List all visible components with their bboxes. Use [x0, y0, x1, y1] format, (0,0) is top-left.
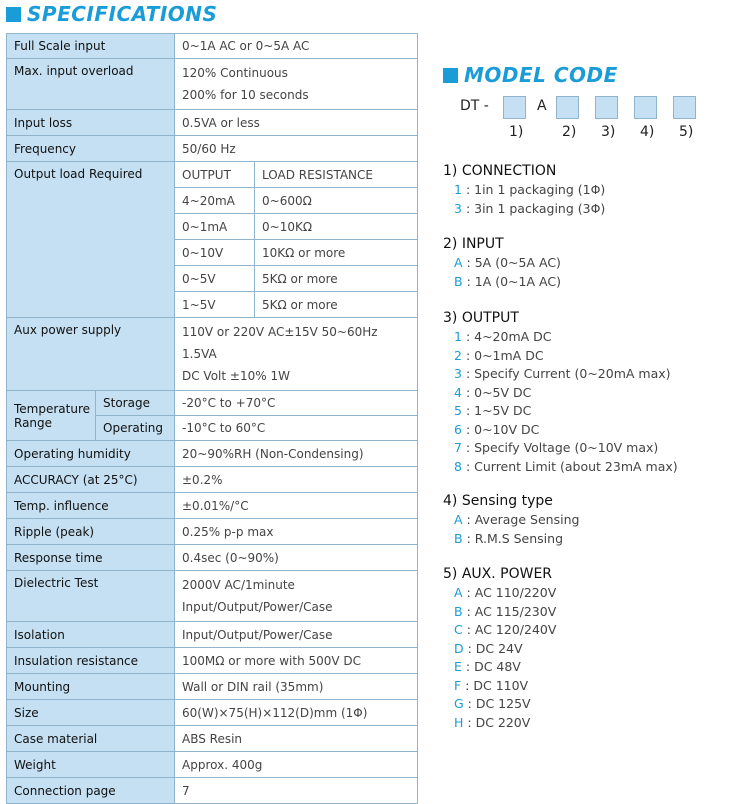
- option-text: : 1~5V DC: [465, 403, 532, 418]
- list-item: [443, 347, 678, 366]
- sensing-group: [443, 493, 579, 548]
- option-text: : 1A (0~1A AC): [466, 273, 561, 289]
- output-cell: 4~20mA: [175, 188, 255, 214]
- spec-value-line: DC Volt ±10% 1W: [182, 369, 290, 383]
- list-item: [443, 181, 605, 200]
- table-row: [7, 700, 418, 726]
- table-row: [7, 110, 418, 136]
- position-label: 3): [601, 124, 616, 140]
- option-text: : DC 220V: [467, 714, 531, 730]
- option-text: : 0~10V DC: [465, 421, 540, 437]
- list-item: [443, 273, 561, 292]
- list-item: [443, 658, 556, 677]
- model-prefix: DT -: [460, 98, 489, 114]
- output-cell: 0~5V: [175, 266, 255, 292]
- option-code: A: [454, 255, 463, 270]
- heading-square-icon: [6, 7, 21, 22]
- list-item: [443, 695, 556, 714]
- table-row: [7, 752, 418, 778]
- option-text: : AC 110/220V: [466, 585, 557, 600]
- spec-value: 0~1A AC or 0~5A AC: [175, 34, 418, 59]
- spec-value: [175, 59, 418, 110]
- spec-value: ±0.2%: [175, 467, 418, 493]
- list-item: [443, 511, 579, 530]
- output-column-header: OUTPUT: [175, 162, 255, 188]
- spec-label: Ripple (peak): [7, 519, 175, 545]
- spec-label: Mounting: [7, 674, 175, 700]
- spec-value: ±0.01%/°C: [175, 493, 418, 519]
- specifications-title: SPECIFICATIONS: [27, 2, 218, 26]
- option-text: : 0~1mA DC: [465, 347, 544, 363]
- spec-label: Aux power supply: [7, 318, 175, 391]
- connection-group: [443, 163, 605, 218]
- table-row: [7, 441, 418, 467]
- list-item: [443, 603, 556, 622]
- option-text: : DC 48V: [465, 659, 521, 674]
- list-item: [443, 640, 556, 659]
- load-cell: 5KΩ or more: [255, 292, 418, 318]
- load-column-header: LOAD RESISTANCE: [255, 162, 418, 188]
- table-row: [7, 648, 418, 674]
- group-title: 4) Sensing type: [443, 493, 553, 509]
- code-box-2: [556, 96, 579, 119]
- model-code-heading: [443, 63, 618, 87]
- operating-label: Operating: [96, 416, 175, 441]
- option-code: 1: [454, 329, 462, 344]
- option-text: : DC 24V: [467, 640, 523, 656]
- option-text: : Average Sensing: [466, 512, 580, 527]
- aux-power-group: [443, 566, 556, 732]
- model-code-pattern: [460, 96, 720, 120]
- option-code: 7: [454, 440, 462, 455]
- group-title: 5) AUX. POWER: [443, 566, 553, 582]
- storage-value: -20°C to +70°C: [175, 391, 418, 416]
- spec-value: [175, 318, 418, 391]
- position-label: 4): [640, 124, 655, 140]
- option-text: : Current Limit (about 23mA max): [465, 458, 678, 474]
- table-row: [7, 59, 418, 110]
- spec-label: Output load Required: [7, 162, 175, 318]
- position-label: 5): [679, 124, 694, 140]
- option-code: 4: [454, 384, 462, 400]
- specifications-heading: [6, 2, 217, 26]
- option-code: F: [454, 677, 462, 693]
- option-text: : 4~20mA DC: [465, 329, 552, 344]
- list-item: [443, 714, 556, 733]
- spec-label: Size: [7, 700, 175, 726]
- option-text: : DC 125V: [467, 696, 531, 711]
- code-box-5: [673, 96, 696, 119]
- table-row: [7, 493, 418, 519]
- option-text: : Specify Current (0~20mA max): [465, 366, 671, 381]
- storage-label: Storage: [96, 391, 175, 416]
- spec-label: Weight: [7, 752, 175, 778]
- model-code-title: MODEL CODE: [464, 63, 618, 87]
- load-cell: 5KΩ or more: [255, 266, 418, 292]
- spec-label: Input loss: [7, 110, 175, 136]
- table-row: [7, 571, 418, 622]
- load-cell: 10KΩ or more: [255, 240, 418, 266]
- heading-square-icon: [443, 68, 458, 83]
- option-code: G: [454, 696, 464, 711]
- group-title: 3) OUTPUT: [443, 310, 519, 326]
- table-row: [7, 726, 418, 752]
- spec-label: Response time: [7, 545, 175, 571]
- option-text: : 0~5V DC: [465, 384, 532, 400]
- spec-value-line: 200% for 10 seconds: [182, 88, 309, 102]
- specifications-table: [6, 33, 418, 804]
- option-text: : Specify Voltage (0~10V max): [465, 440, 659, 455]
- option-text: : 1in 1 packaging (1Φ): [465, 182, 606, 197]
- list-item: [443, 458, 678, 477]
- list-item: [443, 365, 678, 384]
- code-box-1: [503, 96, 526, 119]
- list-item: [443, 328, 678, 347]
- option-code: C: [454, 622, 463, 637]
- spec-label: Insulation resistance: [7, 648, 175, 674]
- spec-label: Isolation: [7, 622, 175, 648]
- spec-value: Approx. 400g: [175, 752, 418, 778]
- option-text: : DC 110V: [465, 677, 529, 693]
- spec-label: ACCURACY (at 25°C): [7, 467, 175, 493]
- table-row: [7, 136, 418, 162]
- spec-label: Case material: [7, 726, 175, 752]
- table-row: [7, 622, 418, 648]
- table-row: [7, 778, 418, 804]
- option-text: : R.M.S Sensing: [466, 530, 564, 546]
- position-label: 1): [509, 124, 524, 140]
- option-text: : 5A (0~5A AC): [466, 255, 561, 270]
- spec-value: 50/60 Hz: [175, 136, 418, 162]
- option-code: B: [454, 603, 463, 619]
- list-item: [443, 584, 556, 603]
- temperature-label-line: Range: [14, 415, 53, 430]
- list-item: [443, 200, 605, 219]
- table-row: [7, 162, 418, 188]
- output-cell: 0~1mA: [175, 214, 255, 240]
- option-code: E: [454, 659, 462, 674]
- table-row: [7, 34, 418, 59]
- list-item: [443, 421, 678, 440]
- operating-value: -10°C to 60°C: [175, 416, 418, 441]
- spec-label: Full Scale input: [7, 34, 175, 59]
- temperature-label: [7, 391, 96, 441]
- spec-value-line: 110V or 220V AC±15V 50~60Hz 1.5VA: [182, 325, 378, 361]
- spec-label: Temp. influence: [7, 493, 175, 519]
- option-text: : AC 120/240V: [466, 622, 557, 637]
- fixed-letter: A: [537, 98, 547, 114]
- spec-label: Connection page: [7, 778, 175, 804]
- option-code: 3: [454, 200, 462, 216]
- load-cell: 0~600Ω: [255, 188, 418, 214]
- table-row: [7, 519, 418, 545]
- spec-value: 60(W)×75(H)×112(D)mm (1Φ): [175, 700, 418, 726]
- option-code: 2: [454, 347, 462, 363]
- spec-value: ABS Resin: [175, 726, 418, 752]
- table-row: [7, 318, 418, 391]
- option-code: A: [454, 512, 463, 527]
- spec-value: [175, 571, 418, 622]
- list-item: [443, 530, 579, 549]
- list-item: [443, 677, 556, 696]
- spec-value-line: 120% Continuous: [182, 66, 288, 80]
- list-item: [443, 402, 678, 421]
- spec-label: Operating humidity: [7, 441, 175, 467]
- option-code: A: [454, 585, 463, 600]
- option-text: : 3in 1 packaging (3Φ): [465, 200, 606, 216]
- position-label: 2): [562, 124, 577, 140]
- list-item: [443, 254, 561, 273]
- spec-value-line: 2000V AC/1minute: [182, 578, 295, 592]
- option-code: 5: [454, 403, 462, 418]
- code-box-4: [634, 96, 657, 119]
- spec-label: Frequency: [7, 136, 175, 162]
- table-row: [7, 674, 418, 700]
- list-item: [443, 384, 678, 403]
- spec-value: Wall or DIN rail (35mm): [175, 674, 418, 700]
- list-item: [443, 621, 556, 640]
- spec-label: Dielectric Test: [7, 571, 175, 622]
- code-box-3: [595, 96, 618, 119]
- option-code: D: [454, 640, 464, 656]
- group-title: 2) INPUT: [443, 236, 504, 252]
- input-group: [443, 236, 561, 291]
- spec-label: Max. input overload: [7, 59, 175, 110]
- group-title: 1) CONNECTION: [443, 163, 557, 179]
- list-item: [443, 439, 678, 458]
- option-code: 1: [454, 182, 462, 197]
- spec-value: Input/Output/Power/Case: [175, 622, 418, 648]
- temperature-label-line: Temperature: [14, 401, 91, 416]
- spec-value: 0.5VA or less: [175, 110, 418, 136]
- spec-value: 20~90%RH (Non-Condensing): [175, 441, 418, 467]
- option-code: 8: [454, 458, 462, 474]
- option-code: 3: [454, 366, 462, 381]
- table-row: [7, 391, 418, 416]
- option-code: B: [454, 273, 463, 289]
- option-code: B: [454, 530, 463, 546]
- spec-value: 7: [175, 778, 418, 804]
- table-row: [7, 467, 418, 493]
- output-group: [443, 310, 678, 476]
- spec-value: 100MΩ or more with 500V DC: [175, 648, 418, 674]
- spec-value: 0.4sec (0~90%): [175, 545, 418, 571]
- spec-value: 0.25% p-p max: [175, 519, 418, 545]
- output-cell: 1~5V: [175, 292, 255, 318]
- option-text: : AC 115/230V: [466, 603, 557, 619]
- load-cell: 0~10KΩ: [255, 214, 418, 240]
- table-row: [7, 545, 418, 571]
- output-cell: 0~10V: [175, 240, 255, 266]
- option-code: 6: [454, 421, 462, 437]
- option-code: H: [454, 714, 464, 730]
- spec-value-line: Input/Output/Power/Case: [182, 600, 333, 614]
